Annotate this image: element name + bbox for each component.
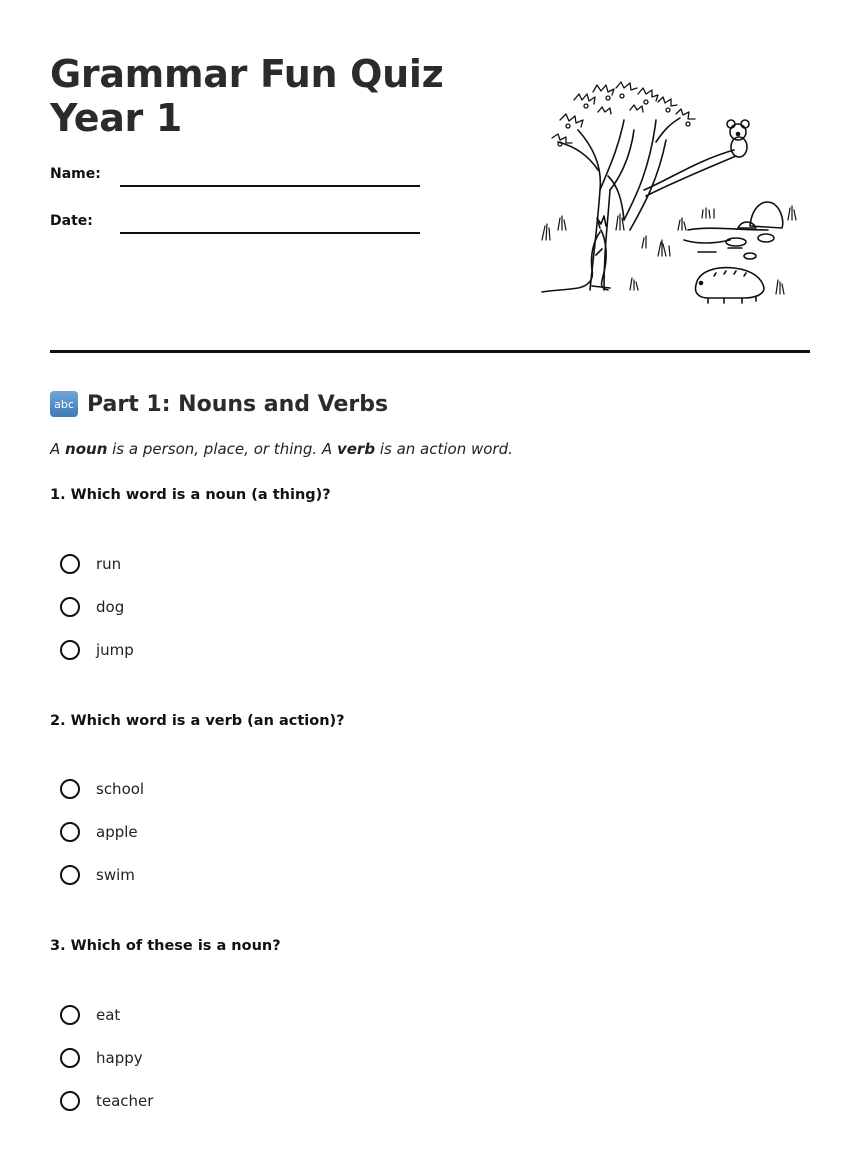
section-intro: [50, 440, 513, 458]
question-2-option-3[interactable]: [60, 862, 135, 888]
date-field[interactable]: [50, 213, 420, 237]
quiz-page: [50, 0, 810, 1161]
question-1-option-3[interactable]: [60, 637, 134, 663]
option-label[interactable]: teacher: [96, 1092, 154, 1110]
radio-button[interactable]: [60, 865, 80, 885]
radio-button[interactable]: [60, 1048, 80, 1068]
rocks-and-pond: [684, 202, 783, 259]
tree-foliage: [552, 82, 695, 146]
option-label[interactable]: jump: [96, 641, 134, 659]
option-label[interactable]: happy: [96, 1049, 143, 1067]
date-line[interactable]: [120, 232, 420, 234]
page-title: Grammar Fun Quiz Year 1: [50, 52, 444, 140]
radio-button[interactable]: [60, 640, 80, 660]
option-label[interactable]: swim: [96, 866, 135, 884]
name-field[interactable]: [50, 166, 420, 190]
question-2-option-2[interactable]: [60, 819, 138, 845]
option-label[interactable]: run: [96, 555, 122, 573]
radio-button[interactable]: [60, 822, 80, 842]
question-1: 1. Which word is a noun (a thing)?: [50, 487, 331, 503]
name-line[interactable]: [120, 185, 420, 187]
radio-button[interactable]: [60, 554, 80, 574]
option-label[interactable]: school: [96, 780, 145, 798]
question-2: 2. Which word is a verb (an action)?: [50, 713, 345, 729]
question-1-option-1[interactable]: [60, 551, 121, 577]
name-label: Name:: [50, 166, 101, 182]
tree-trunk: [558, 118, 736, 290]
header-divider: [50, 350, 810, 353]
intro-text-end: is an action word.: [375, 440, 513, 458]
option-label[interactable]: apple: [96, 823, 138, 841]
option-label[interactable]: eat: [96, 1006, 121, 1024]
section-heading-part-1: [50, 388, 388, 420]
intro-noun-term: noun: [65, 440, 108, 458]
intro-text-start: A: [50, 440, 66, 458]
radio-button[interactable]: [60, 597, 80, 617]
section-heading-text: Part 1: Nouns and Verbs: [87, 391, 389, 417]
intro-text-middle: is a person, place, or thing. A: [107, 440, 337, 458]
question-2-option-1[interactable]: [60, 776, 144, 802]
question-3: 3. Which of these is a noun?: [50, 938, 281, 954]
abc-icon: abc: [50, 391, 78, 417]
question-3-option-2[interactable]: [60, 1045, 143, 1071]
question-3-option-1[interactable]: [60, 1002, 120, 1028]
date-label: Date:: [50, 213, 93, 229]
radio-button[interactable]: [60, 1091, 80, 1111]
wombat-drawing: [696, 268, 765, 303]
option-label[interactable]: dog: [96, 598, 125, 616]
question-3-option-3[interactable]: [60, 1088, 153, 1114]
kangaroo-drawing: [542, 216, 610, 292]
australian-bush-scene-illustration: [538, 80, 800, 306]
grass-tufts: [542, 206, 796, 294]
radio-button[interactable]: [60, 1005, 80, 1025]
radio-button[interactable]: [60, 779, 80, 799]
intro-verb-term: verb: [336, 440, 376, 458]
question-1-option-2[interactable]: [60, 594, 124, 620]
